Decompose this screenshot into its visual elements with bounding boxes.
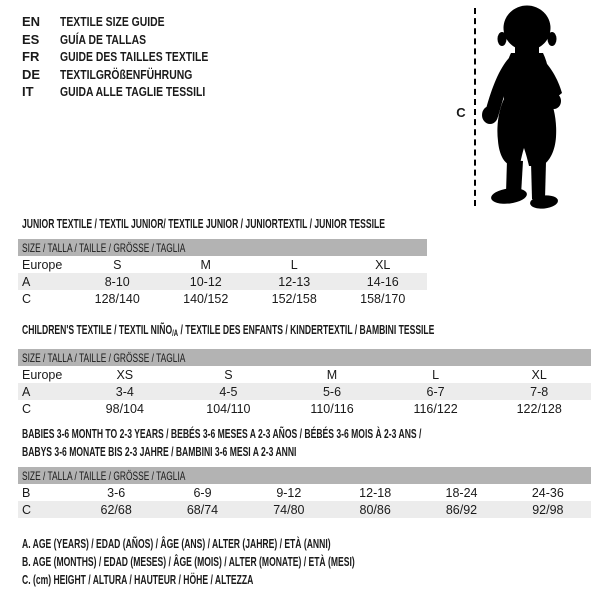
age-cell: 4-5 [219, 384, 238, 399]
footnotes [22, 536, 526, 589]
size-cell: S [113, 257, 122, 272]
language-title: TEXTILE SIZE GUIDE [60, 14, 165, 30]
size-cell: L [432, 367, 440, 382]
size-cell: M [200, 257, 211, 272]
size-header-bar [18, 349, 591, 366]
language-row [22, 83, 245, 101]
language-row [22, 13, 245, 31]
size-cell: M [326, 367, 338, 382]
row-label: B [22, 485, 31, 500]
language-title: GUIDA ALLE TAGLIE TESSILI [60, 84, 206, 100]
language-code: FR [22, 49, 40, 65]
table-row-height [18, 501, 591, 518]
age-cell: 10-12 [189, 274, 222, 289]
months-cell: 24-36 [531, 485, 564, 500]
size-header-label: SIZE / TALLA / TAILLE / GRÖSSE / TAGLIA [22, 468, 186, 483]
height-cell: 80/86 [359, 502, 391, 517]
babies-size-table [18, 467, 591, 518]
childrens-size-table [18, 349, 591, 417]
language-row [22, 66, 245, 84]
size-header-label: SIZE / TALLA / TAILLE / GRÖSSE / TAGLIA [22, 240, 186, 255]
childrens-table-title: CHILDREN'S TEXTILE / TEXTIL NIÑO/A / TEXTILE DES ENFANTS / KINDERTEXTIL / BAMBINI TESSILE [22, 322, 435, 338]
language-title-block [22, 13, 245, 101]
footnote-c: C. (cm) HEIGHT / ALTURA / HAUTEUR / HÖHE / ALTEZZA [22, 571, 254, 587]
height-cell: 128/140 [94, 291, 140, 306]
table-row-europe [18, 256, 427, 273]
age-cell: 5-6 [322, 384, 342, 399]
row-label: Europe [22, 367, 63, 382]
footnote-b: B. AGE (MONTHS) / EDAD (MESES) / ÂGE (MOIS) / ALTER (MONATE) / ETÀ (MESI) [22, 553, 355, 569]
table-row-months [18, 484, 591, 501]
height-cell: 116/122 [413, 401, 458, 416]
size-cell: L [290, 257, 298, 272]
table-row-height [18, 400, 591, 417]
height-measure-label: C [456, 105, 466, 120]
row-label: Europe [22, 257, 63, 272]
height-cell: 104/110 [206, 401, 251, 416]
table-row-height [18, 290, 427, 307]
language-code: IT [22, 84, 34, 100]
size-cell: XL [375, 257, 391, 272]
footnote-a: A. AGE (YEARS) / EDAD (AÑOS) / ÂGE (ANS) / ALTER (JAHRE) / ETÀ (ANNI) [22, 536, 331, 551]
size-cell: S [224, 367, 233, 382]
age-cell: 12-13 [278, 274, 311, 289]
babies-table-title: BABIES 3-6 MONTH TO 2-3 YEARS / BEBÉS 3-6 MESES A 2-3 AÑOS / BÉBÉS 3-6 MOIS À 2-3 ANS / BABYS 3-6 MONATE BIS 2-3 JAHRE / BAMBINI 3-6 MESI A 2-3 ANNI [22, 426, 422, 459]
language-code: EN [22, 14, 41, 30]
size-header-bar [18, 467, 591, 484]
height-cell: 62/68 [100, 502, 132, 517]
age-cell: 8-10 [104, 274, 130, 289]
row-label: C [22, 502, 32, 517]
height-cell: 110/116 [310, 401, 354, 416]
size-header-bar [18, 239, 427, 256]
nino-a-subscript: /A [172, 328, 179, 338]
row-label: A [22, 384, 31, 399]
row-label: A [22, 274, 31, 289]
age-cell: 3-4 [115, 384, 134, 399]
table-row-europe [18, 366, 591, 383]
language-title: GUIDE DES TAILLES TEXTILE [60, 49, 209, 65]
months-cell: 9-12 [276, 485, 302, 500]
age-cell: 7-8 [530, 384, 549, 399]
months-cell: 6-9 [193, 485, 212, 500]
junior-table-title: JUNIOR TEXTILE / TEXTIL JUNIOR/ TEXTILE JUNIOR / JUNIORTEXTIL / JUNIOR TESSILE [22, 216, 385, 231]
height-cell: 92/98 [532, 502, 564, 517]
months-cell: 18-24 [445, 485, 478, 500]
months-cell: 3-6 [107, 485, 126, 500]
table-row-age [18, 383, 591, 400]
height-cell: 74/80 [273, 502, 305, 517]
language-row [22, 31, 245, 49]
height-cell: 140/152 [183, 291, 229, 306]
height-cell: 68/74 [186, 502, 219, 517]
junior-size-table [18, 239, 427, 307]
height-cell: 152/158 [271, 291, 317, 306]
language-row [22, 48, 245, 66]
months-cell: 12-18 [359, 485, 392, 500]
language-title: GUÍA DE TALLAS [60, 31, 147, 47]
row-label: C [22, 291, 32, 306]
table-row-age [18, 273, 427, 290]
language-title: TEXTILGRÖßENFÜHRUNG [60, 66, 193, 82]
height-cell: 158/170 [360, 291, 406, 306]
language-code: ES [22, 31, 40, 47]
size-cell: XS [116, 367, 134, 382]
age-cell: 6-7 [426, 384, 445, 399]
toddler-silhouette-icon [478, 5, 578, 211]
age-cell: 14-16 [366, 274, 399, 289]
language-code: DE [22, 66, 41, 82]
height-measure-line [474, 8, 476, 206]
height-cell: 122/128 [516, 401, 562, 416]
size-cell: XL [531, 367, 547, 382]
row-label: C [22, 401, 32, 416]
height-cell: 86/92 [445, 502, 478, 517]
height-cell: 98/104 [105, 401, 144, 416]
size-header-label: SIZE / TALLA / TAILLE / GRÖSSE / TAGLIA [22, 350, 186, 365]
